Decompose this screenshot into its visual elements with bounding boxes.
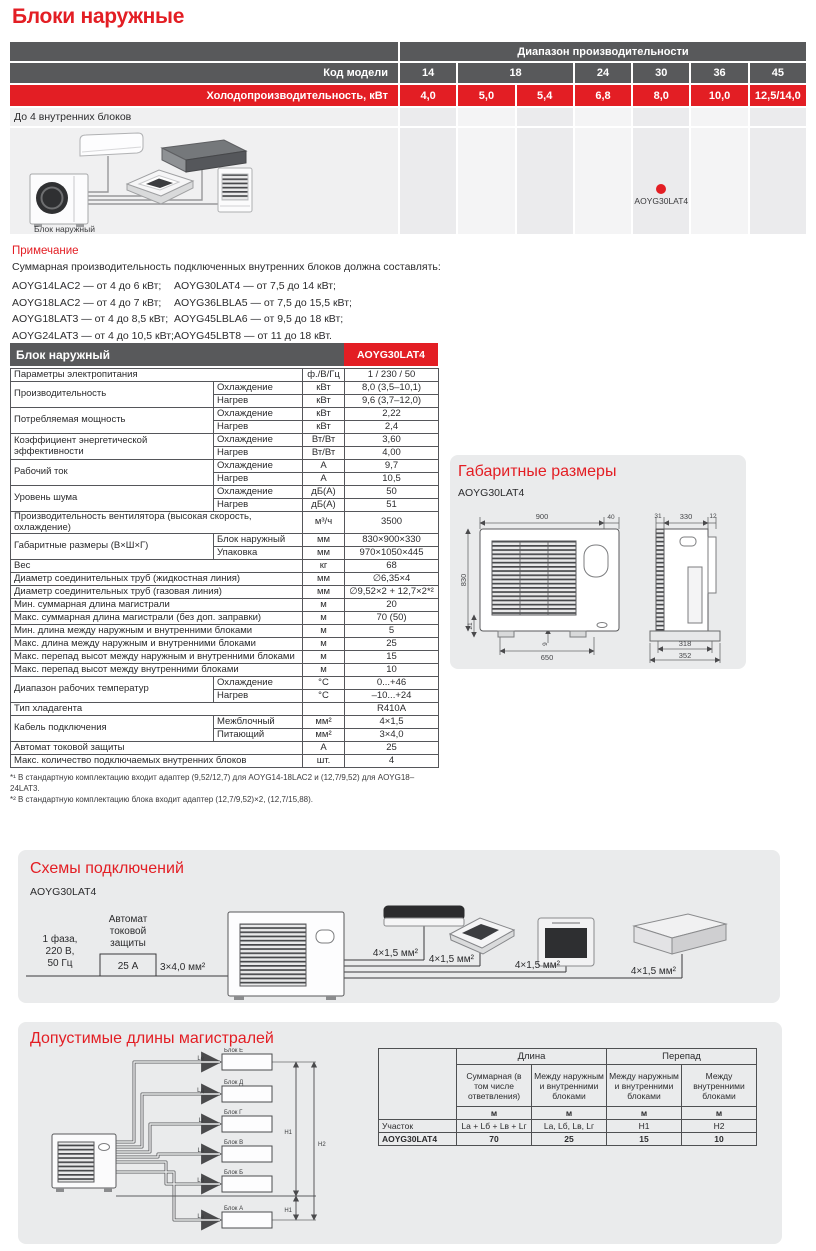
- length-unit: м: [682, 1107, 757, 1120]
- spec-param: Вес: [11, 560, 303, 573]
- h1-label: H1: [284, 1130, 292, 1136]
- spec-row: [11, 625, 439, 638]
- spec-unit: мм: [303, 534, 345, 547]
- spec-param: Коэффициент энергетической эффективности: [11, 434, 214, 460]
- spec-unit: кВт: [303, 421, 345, 434]
- note-item: AOYG24LAT3 — от 4 до 10,5 кВт;: [12, 329, 174, 342]
- dim-side-base-inner: 318: [678, 639, 692, 648]
- spec-unit: мм²: [303, 716, 345, 729]
- note-intro: Суммарная производительность подключенных внутренних блоков должна составлять:: [12, 261, 441, 273]
- spec-table-header: Блок наружный: [10, 343, 344, 366]
- power-cable-label: 3×4,0 мм²: [160, 962, 206, 973]
- spec-unit: мм²: [303, 729, 345, 742]
- spec-row: [11, 677, 439, 690]
- spec-row: [11, 651, 439, 664]
- spec-row: [11, 664, 439, 677]
- wall-unit-icon: [80, 133, 143, 156]
- capacity-column-stripe: [750, 128, 806, 234]
- block-label: Блок Д: [224, 1080, 244, 1086]
- model-marker-dot: [656, 184, 666, 194]
- spec-value: 15: [345, 651, 439, 664]
- spec-unit: кВт: [303, 408, 345, 421]
- indoor-cable-label: 4×1,5 мм²: [428, 954, 474, 965]
- note-left-column: [12, 278, 174, 344]
- spec-param: Производительность вентилятора (высокая скорость, охлаждение): [11, 512, 303, 534]
- breaker-line-1: Автомат: [108, 914, 148, 925]
- lineup-illustration: [10, 128, 398, 234]
- length-section-value: Lа, Lб, Lв, Lг: [532, 1120, 607, 1133]
- spec-param: Параметры электропитания: [11, 369, 303, 382]
- cooling-value-cell: 8,0: [633, 85, 689, 106]
- front-view: [480, 529, 619, 637]
- h2-label: H2: [318, 1142, 326, 1148]
- power-line-1: 1 фаза,: [42, 934, 78, 945]
- line-label: Lе: [197, 1056, 204, 1062]
- spec-row: [11, 755, 439, 768]
- spec-subparam: Межблочный: [214, 716, 303, 729]
- model-marker-label: AOYG30LAT4: [634, 196, 689, 206]
- dim-side-left: 31: [654, 513, 662, 520]
- spec-subparam: Нагрев: [214, 421, 303, 434]
- spec-value: 25: [345, 638, 439, 651]
- spec-value: 970×1050×445: [345, 547, 439, 560]
- spec-value: ∅6,35×4: [345, 573, 439, 586]
- spec-value: 51: [345, 499, 439, 512]
- spec-value: 20: [345, 599, 439, 612]
- spec-param: Макс. перепад высот между наружным и внутренними блоками: [11, 651, 303, 664]
- spec-unit: мм: [303, 586, 345, 599]
- spec-subparam: Нагрев: [214, 499, 303, 512]
- spec-subparam: Нагрев: [214, 690, 303, 703]
- line-label: Lд: [197, 1088, 204, 1094]
- outdoor-unit-caption: Блок наружный: [34, 224, 95, 234]
- dim-front-base: 650: [540, 653, 554, 662]
- spec-row: [11, 560, 439, 573]
- spec-value: 830×900×330: [345, 534, 439, 547]
- spec-unit: мм: [303, 573, 345, 586]
- lengths-section-row: [379, 1120, 757, 1133]
- indoor-cable-label: 4×1,5 мм²: [630, 966, 676, 977]
- spec-table-model: AOYG30LAT4: [344, 343, 438, 366]
- dimensions-panel: [450, 455, 746, 669]
- wiring-model: AOYG30LAT4: [30, 886, 97, 898]
- spec-unit: кВт: [303, 395, 345, 408]
- note-item: AOYG45LBLA6 — от 9,5 до 18 кВт;: [174, 313, 344, 325]
- spec-param: Габаритные размеры (В×Ш×Г): [11, 534, 214, 560]
- capacity-table: [10, 42, 806, 236]
- capacity-range-header: Диапазон производительности: [400, 42, 806, 61]
- model-code-cell: 45: [750, 63, 806, 83]
- capacity-column-stripe: [575, 128, 631, 234]
- dim-front-width: 900: [535, 512, 549, 521]
- length-col-header: Между наружным и внутренними блоками: [532, 1065, 607, 1107]
- spec-unit: А: [303, 473, 345, 486]
- spec-unit: м: [303, 664, 345, 677]
- spec-value: 10: [345, 664, 439, 677]
- spec-row: [11, 586, 439, 599]
- spec-param: Мин. суммарная длина магистрали: [11, 599, 303, 612]
- spec-value: 70 (50): [345, 612, 439, 625]
- spec-row: [11, 369, 439, 382]
- spec-unit: °C: [303, 677, 345, 690]
- spec-param: Уровень шума: [11, 486, 214, 512]
- wiring-duct-unit-icon: [634, 914, 726, 954]
- length-section-value: Lа + Lб + Lв + Lг: [457, 1120, 532, 1133]
- spec-row: [11, 382, 439, 395]
- spec-param: Макс. перепад высот между внутренними блоками: [11, 664, 303, 677]
- line-label: Lг: [198, 1118, 204, 1124]
- spec-unit: м: [303, 625, 345, 638]
- spec-value: 8,0 (3,5–10,1): [345, 382, 439, 395]
- line-label: Lа: [197, 1214, 204, 1220]
- spec-value: ∅9,52×2 + 12,7×2*²: [345, 586, 439, 599]
- dim-side-base-outer: 352: [678, 651, 692, 660]
- spec-param: Мин. длина между наружным и внутренними блоками: [11, 625, 303, 638]
- spec-row: [11, 703, 439, 716]
- length-col-header: Между наружным и внутренними блоками: [607, 1065, 682, 1107]
- outdoor-unit-icon: [30, 174, 88, 227]
- model-code-cell: 30: [633, 63, 689, 83]
- spec-unit: м: [303, 612, 345, 625]
- spec-row: [11, 486, 439, 499]
- spec-value: 3500: [345, 512, 439, 534]
- capacity-column-stripe: [400, 108, 456, 126]
- capacity-column-stripe: [458, 128, 514, 234]
- capacity-column-stripe: [400, 128, 456, 234]
- spec-subparam: Охлаждение: [214, 382, 303, 395]
- spec-value: 0...+46: [345, 677, 439, 690]
- lengths-table-spacer: [379, 1049, 457, 1120]
- cassette-unit-icon: [127, 170, 193, 204]
- lengths-outdoor-unit-icon: [52, 1134, 116, 1192]
- spec-unit: м: [303, 638, 345, 651]
- length-section-value: H2: [682, 1120, 757, 1133]
- breaker-line-2: токовой: [109, 926, 147, 937]
- section-row-label: Участок: [379, 1120, 457, 1133]
- length-section-value: H1: [607, 1120, 682, 1133]
- spec-row: [11, 599, 439, 612]
- spec-unit: м³/ч: [303, 512, 345, 534]
- note-item: AOYG14LAC2 — от 4 до 6 кВт;: [12, 280, 162, 292]
- breaker-line-3: защиты: [110, 938, 146, 949]
- capacity-column-stripe: [517, 128, 573, 234]
- wiring-diagram: [22, 902, 770, 1002]
- cooling-value-cell: 10,0: [691, 85, 747, 106]
- spec-value: 9,7: [345, 460, 439, 473]
- block-label: Блок Б: [224, 1170, 244, 1176]
- spec-unit: Вт/Вт: [303, 447, 345, 460]
- spec-subparam: Блок наружный: [214, 534, 303, 547]
- up-to-note: До 4 внутренних блоков: [10, 108, 398, 126]
- spec-value: 5: [345, 625, 439, 638]
- note-item: AOYG18LAC2 — от 4 до 7 кВт;: [12, 296, 162, 309]
- model-code-cell: 36: [691, 63, 747, 83]
- model-row-label: AOYG30LAT4: [379, 1133, 457, 1146]
- spec-unit: м: [303, 651, 345, 664]
- cooling-capacity-label: Холодопроизводительность, кВт: [10, 85, 398, 106]
- lengths-model-row: [379, 1133, 757, 1146]
- spec-unit: шт.: [303, 755, 345, 768]
- spec-footnote: *¹ В стандартную комплектацию входит адаптер (9,52/12,7) для AOYG14-18LAC2 и (12,7/9,52) для AOYG18–24LAT3.: [10, 773, 415, 793]
- length-unit: м: [607, 1107, 682, 1120]
- model-code-label: Код модели: [10, 63, 398, 83]
- breaker-rating: 25 А: [117, 961, 139, 972]
- spec-param: Автомат токовой защиты: [11, 742, 303, 755]
- spec-row: [11, 512, 439, 534]
- model-code-cell: 24: [575, 63, 631, 83]
- spec-param: Макс. количество подключаемых внутренних блоков: [11, 755, 303, 768]
- lineup-illustration-row: [10, 128, 806, 234]
- spec-subparam: Нагрев: [214, 473, 303, 486]
- spec-row: [11, 638, 439, 651]
- floor-unit-icon: [218, 168, 252, 212]
- spec-section: [10, 343, 438, 805]
- spec-value: 9,6 (3,7–12,0): [345, 395, 439, 408]
- spec-value: 1 / 230 / 50: [345, 369, 439, 382]
- spec-subparam: Нагрев: [214, 395, 303, 408]
- spec-row: [11, 573, 439, 586]
- spec-footnotes: [10, 772, 438, 805]
- cooling-value-cell: 4,0: [400, 85, 456, 106]
- spec-unit: м: [303, 599, 345, 612]
- capacity-column-stripe: [517, 108, 573, 126]
- spec-subparam: Питающий: [214, 729, 303, 742]
- drop-group-header: Перепад: [607, 1049, 757, 1065]
- capacity-column-stripe: [691, 108, 747, 126]
- length-model-value: 70: [457, 1133, 532, 1146]
- spec-param: Потребляемая мощность: [11, 408, 214, 434]
- spec-value: 10,5: [345, 473, 439, 486]
- spec-unit: дБ(А): [303, 499, 345, 512]
- wiring-title: Схемы подключений: [30, 860, 184, 877]
- capacity-column-stripe: [750, 108, 806, 126]
- spec-unit: мм: [303, 547, 345, 560]
- spec-unit: ф./В/Гц: [303, 369, 345, 382]
- spec-subparam: Нагрев: [214, 447, 303, 460]
- lengths-panel: [18, 1022, 782, 1244]
- dim-front-hole: 9: [542, 642, 549, 646]
- lineup-illustration-drawing: [10, 128, 398, 234]
- spec-row: [11, 408, 439, 421]
- up-to-note-row: [10, 108, 806, 126]
- spec-value: 4,00: [345, 447, 439, 460]
- spec-unit: Вт/Вт: [303, 434, 345, 447]
- spec-value: 4: [345, 755, 439, 768]
- block-label: Блок В: [224, 1140, 244, 1146]
- cooling-capacity-row: [10, 85, 806, 106]
- spec-row: [11, 612, 439, 625]
- spec-row: [11, 534, 439, 547]
- wiring-panel: [18, 850, 780, 1003]
- spec-subparam: Охлаждение: [214, 408, 303, 421]
- capacity-column-stripe: [633, 108, 689, 126]
- note-item: AOYG36LBLA5 — от 7,5 до 15,5 кВт;: [174, 296, 352, 309]
- page-title: Блоки наружные: [12, 5, 185, 28]
- model-code-cell: 18: [458, 63, 573, 83]
- wiring-floor-unit-icon: [538, 918, 594, 966]
- length-col-header: Между внутренними блоками: [682, 1065, 757, 1107]
- spec-param: Диапазон рабочих температур: [11, 677, 214, 703]
- spec-value: 4×1,5: [345, 716, 439, 729]
- length-model-value: 15: [607, 1133, 682, 1146]
- lengths-table: [378, 1048, 757, 1146]
- spec-row: [11, 460, 439, 473]
- spec-value: 3,60: [345, 434, 439, 447]
- block-label: Блок Г: [224, 1110, 243, 1116]
- note-section: [12, 245, 442, 344]
- length-unit: м: [532, 1107, 607, 1120]
- spec-footnote: *² В стандартную комплектацию блока входит адаптер (12,7/9,52)×2, (12,7/15,88).: [10, 795, 314, 804]
- spec-subparam: Охлаждение: [214, 677, 303, 690]
- note-item: AOYG30LAT4 — от 7,5 до 14 кВт;: [174, 280, 336, 292]
- spec-unit: А: [303, 742, 345, 755]
- spec-value: 68: [345, 560, 439, 573]
- note-title: Примечание: [12, 245, 79, 257]
- wiring-wall-unit-icon: [384, 906, 464, 926]
- spec-unit: дБ(А): [303, 486, 345, 499]
- spec-row: [11, 742, 439, 755]
- dimensions-title: Габаритные размеры: [458, 463, 617, 480]
- length-model-value: 25: [532, 1133, 607, 1146]
- power-line-3: 50 Гц: [47, 958, 73, 969]
- spec-unit: кВт: [303, 382, 345, 395]
- spec-param: Кабель подключения: [11, 716, 214, 742]
- dimensions-drawing: [452, 503, 748, 663]
- spec-param: Макс. суммарная длина магистрали (без доп. заправки): [11, 612, 303, 625]
- dim-front-height: 830: [459, 573, 468, 587]
- spec-subparam: Охлаждение: [214, 434, 303, 447]
- spec-value: R410A: [345, 703, 439, 716]
- capacity-column-stripe: [633, 128, 689, 234]
- duct-unit-icon: [162, 140, 246, 172]
- cooling-value-cell: 12,5/14,0: [750, 85, 806, 106]
- dimensions-model: AOYG30LAT4: [458, 487, 525, 499]
- capacity-column-stripe: [458, 108, 514, 126]
- dim-side-depth: 330: [679, 512, 693, 521]
- model-code-row: [10, 63, 806, 83]
- spec-subparam: Охлаждение: [214, 486, 303, 499]
- spec-param: Макс. длина между наружным и внутренними блоками: [11, 638, 303, 651]
- line-label: Lв: [197, 1148, 204, 1154]
- block-label: Блок А: [224, 1206, 244, 1212]
- spec-unit: °C: [303, 690, 345, 703]
- spec-value: 2,22: [345, 408, 439, 421]
- spec-unit: кг: [303, 560, 345, 573]
- spec-table: [10, 368, 439, 768]
- length-unit: м: [457, 1107, 532, 1120]
- spec-param: Диаметр соединительных труб (газовая линия): [11, 586, 303, 599]
- note-item: AOYG18LAT3 — от 4 до 8,5 кВт;: [12, 313, 169, 325]
- indoor-cable-label: 4×1,5 мм²: [372, 948, 418, 959]
- line-label: Lб: [197, 1178, 204, 1184]
- spec-unit: [303, 703, 345, 716]
- spec-value: 2,4: [345, 421, 439, 434]
- dim-front-offset: 40: [607, 514, 615, 521]
- spec-row: [11, 716, 439, 729]
- note-item: AOYG45LBT8 — от 11 до 18 кВт.: [174, 329, 332, 342]
- cooling-value-cell: 5,0: [458, 85, 514, 106]
- power-line-2: 220 В,: [45, 946, 75, 957]
- indoor-cable-label: 4×1,5 мм²: [514, 960, 560, 971]
- spec-param: Производительность: [11, 382, 214, 408]
- model-code-cell: 14: [400, 63, 456, 83]
- capacity-column-stripe: [575, 108, 631, 126]
- spec-subparam: Упаковка: [214, 547, 303, 560]
- spec-subparam: Охлаждение: [214, 460, 303, 473]
- wiring-outdoor-unit-icon: [228, 912, 344, 1000]
- length-group-header: Длина: [457, 1049, 607, 1065]
- spec-param: Рабочий ток: [11, 460, 214, 486]
- spec-value: 3×4,0: [345, 729, 439, 742]
- spec-value: –10...+24: [345, 690, 439, 703]
- spec-value: 50: [345, 486, 439, 499]
- length-model-value: 10: [682, 1133, 757, 1146]
- length-col-header: Суммарная (в том числе ответвления): [457, 1065, 532, 1107]
- spec-param: Диаметр соединительных труб (жидкостная линия): [11, 573, 303, 586]
- spec-row: [11, 434, 439, 447]
- spec-unit: А: [303, 460, 345, 473]
- dim-side-right: 12: [709, 513, 717, 520]
- capacity-column-stripe: [691, 128, 747, 234]
- cooling-value-cell: 5,4: [517, 85, 573, 106]
- cooling-value-cell: 6,8: [575, 85, 631, 106]
- capacity-range-spacer: [10, 42, 398, 61]
- lengths-title: Допустимые длины магистралей: [30, 1030, 274, 1047]
- note-right-column: [174, 278, 352, 344]
- lengths-diagram: [24, 1048, 376, 1240]
- h1-bottom-label: H1: [284, 1208, 292, 1214]
- block-label: Блок Е: [224, 1048, 244, 1054]
- dim-front-foot: 21: [467, 622, 474, 630]
- spec-value: 25: [345, 742, 439, 755]
- capacity-range-row: [10, 42, 806, 61]
- spec-param: Тип хладагента: [11, 703, 303, 716]
